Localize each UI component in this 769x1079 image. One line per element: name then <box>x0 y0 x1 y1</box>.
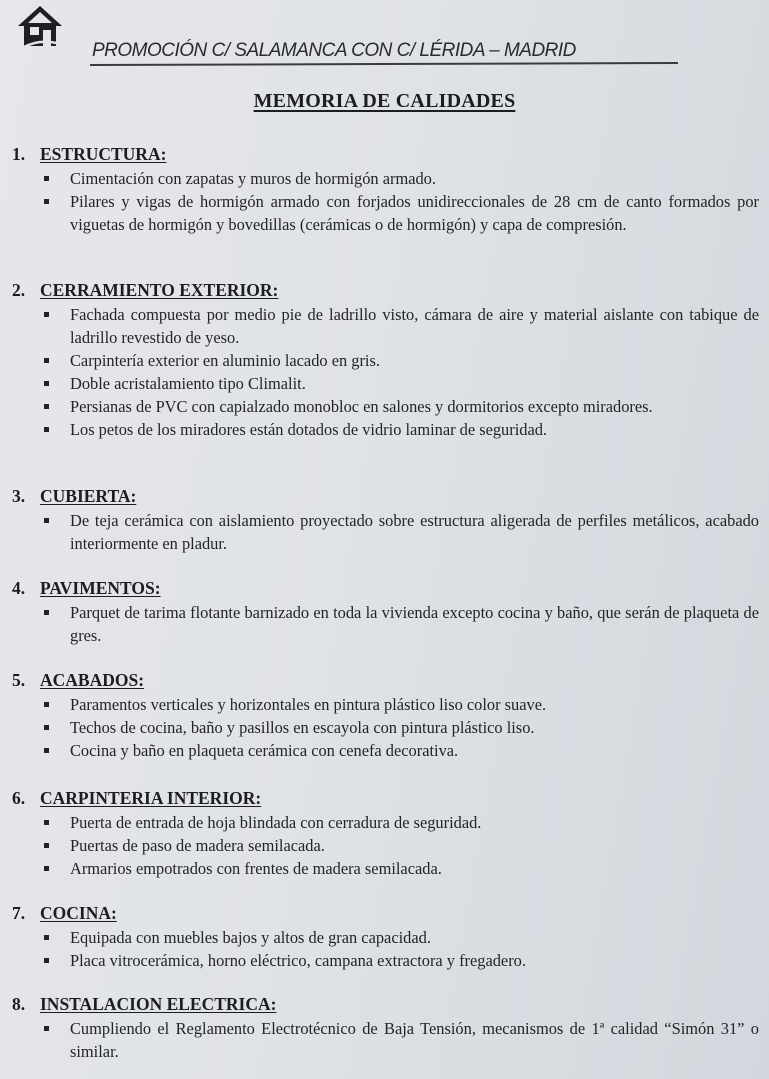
bullet-icon <box>44 404 49 409</box>
section-list <box>0 601 769 647</box>
section-title: INSTALACION ELECTRICA: <box>40 994 277 1014</box>
section-heading <box>12 788 261 809</box>
section-number: 1. <box>12 144 26 164</box>
section-title: ESTRUCTURA: <box>40 144 167 164</box>
section-list <box>0 509 769 555</box>
list-item: Fachada compuesta por medio pie de ladrillo visto, cámara de aire y material aislante con tabique de ladrillo revestido de yeso. <box>0 303 769 349</box>
section-title: CARPINTERIA INTERIOR: <box>40 788 262 808</box>
bullet-icon <box>44 427 49 432</box>
document-title: MEMORIA DE CALIDADES <box>253 90 516 112</box>
section-title: COCINA: <box>40 903 117 923</box>
list-item: Parquet de tarima flotante barnizado en toda la vivienda excepto cocina y baño, que serán de plaqueta de gres. <box>0 601 769 647</box>
section-number: 6. <box>12 788 26 808</box>
section-list <box>0 1017 769 1063</box>
bullet-icon <box>44 866 49 871</box>
list-item: Paramentos verticales y horizontales en pintura plástico liso color suave. <box>0 693 769 716</box>
bullet-icon <box>44 312 49 317</box>
bullet-icon <box>44 358 49 363</box>
bullet-icon <box>44 199 49 204</box>
section-list <box>0 693 769 762</box>
section-list <box>0 926 769 972</box>
section-title: CUBIERTA: <box>40 486 137 506</box>
section-heading <box>12 903 117 924</box>
list-item: Cumpliendo el Reglamento Electrotécnico de Baja Tensión, mecanismos de 1ª calidad “Simón 31” o similar. <box>0 1017 769 1063</box>
section-heading <box>12 994 276 1015</box>
section-title: ACABADOS: <box>40 670 145 690</box>
list-item: Los petos de los miradores están dotados de vidrio laminar de seguridad. <box>0 418 769 441</box>
list-item: Persianas de PVC con capialzado monobloc en salones y dormitorios excepto miradores. <box>0 395 769 418</box>
section-number: 7. <box>12 903 26 923</box>
section-heading <box>12 280 278 301</box>
list-item: Puerta de entrada de hoja blindada con cerradura de seguridad. <box>0 811 769 834</box>
bullet-icon <box>44 176 49 181</box>
list-item: Doble acristalamiento tipo Climalit. <box>0 372 769 395</box>
list-item: Carpintería exterior en aluminio lacado en gris. <box>0 349 769 372</box>
bullet-icon <box>44 843 49 848</box>
list-item: Armarios empotrados con frentes de madera semilacada. <box>0 857 769 880</box>
list-item: Techos de cocina, baño y pasillos en escayola con pintura plástico liso. <box>0 716 769 739</box>
section-number: 5. <box>12 670 26 690</box>
section-heading <box>12 670 144 691</box>
list-item: Puertas de paso de madera semilacada. <box>0 834 769 857</box>
section-title: PAVIMENTOS: <box>40 578 161 598</box>
bullet-icon <box>44 725 49 730</box>
list-item: Pilares y vigas de hormigón armado con forjados unidireccionales de 28 cm de canto formados por viguetas de hormigón y bovedillas (cerámicas o de hormigón) y capa de compresión. <box>0 190 769 236</box>
list-item: Cimentación con zapatas y muros de hormigón armado. <box>0 167 769 190</box>
list-item: Placa vitrocerámica, horno eléctrico, campana extractora y fregadero. <box>0 949 769 972</box>
bullet-icon <box>44 702 49 707</box>
bullet-icon <box>44 1026 49 1031</box>
bullet-icon <box>44 381 49 386</box>
promotion-underline <box>90 62 678 66</box>
section-number: 4. <box>12 578 26 598</box>
section-list <box>0 811 769 880</box>
section-list <box>0 167 769 236</box>
bullet-icon <box>44 820 49 825</box>
bullet-icon <box>44 610 49 615</box>
list-item: De teja cerámica con aislamiento proyectado sobre estructura aligerada de perfiles metálicos, acabado interiormente en pladur. <box>0 509 769 555</box>
section-heading <box>12 486 136 507</box>
list-item: Equipada con muebles bajos y altos de gran capacidad. <box>0 926 769 949</box>
bullet-icon <box>44 748 49 753</box>
list-item: Cocina y baño en plaqueta cerámica con cenefa decorativa. <box>0 739 769 762</box>
section-heading <box>12 144 166 165</box>
bullet-icon <box>44 935 49 940</box>
bullet-icon <box>44 518 49 523</box>
bullet-icon <box>44 958 49 963</box>
section-heading <box>12 578 161 599</box>
section-number: 8. <box>12 994 26 1014</box>
section-title: CERRAMIENTO EXTERIOR: <box>40 280 279 300</box>
section-number: 2. <box>12 280 26 300</box>
house-logo-icon <box>16 4 64 50</box>
section-list <box>0 303 769 441</box>
promotion-heading: PROMOCIÓN C/ SALAMANCA CON C/ LÉRIDA – MADRID <box>92 40 576 61</box>
section-number: 3. <box>12 486 26 506</box>
